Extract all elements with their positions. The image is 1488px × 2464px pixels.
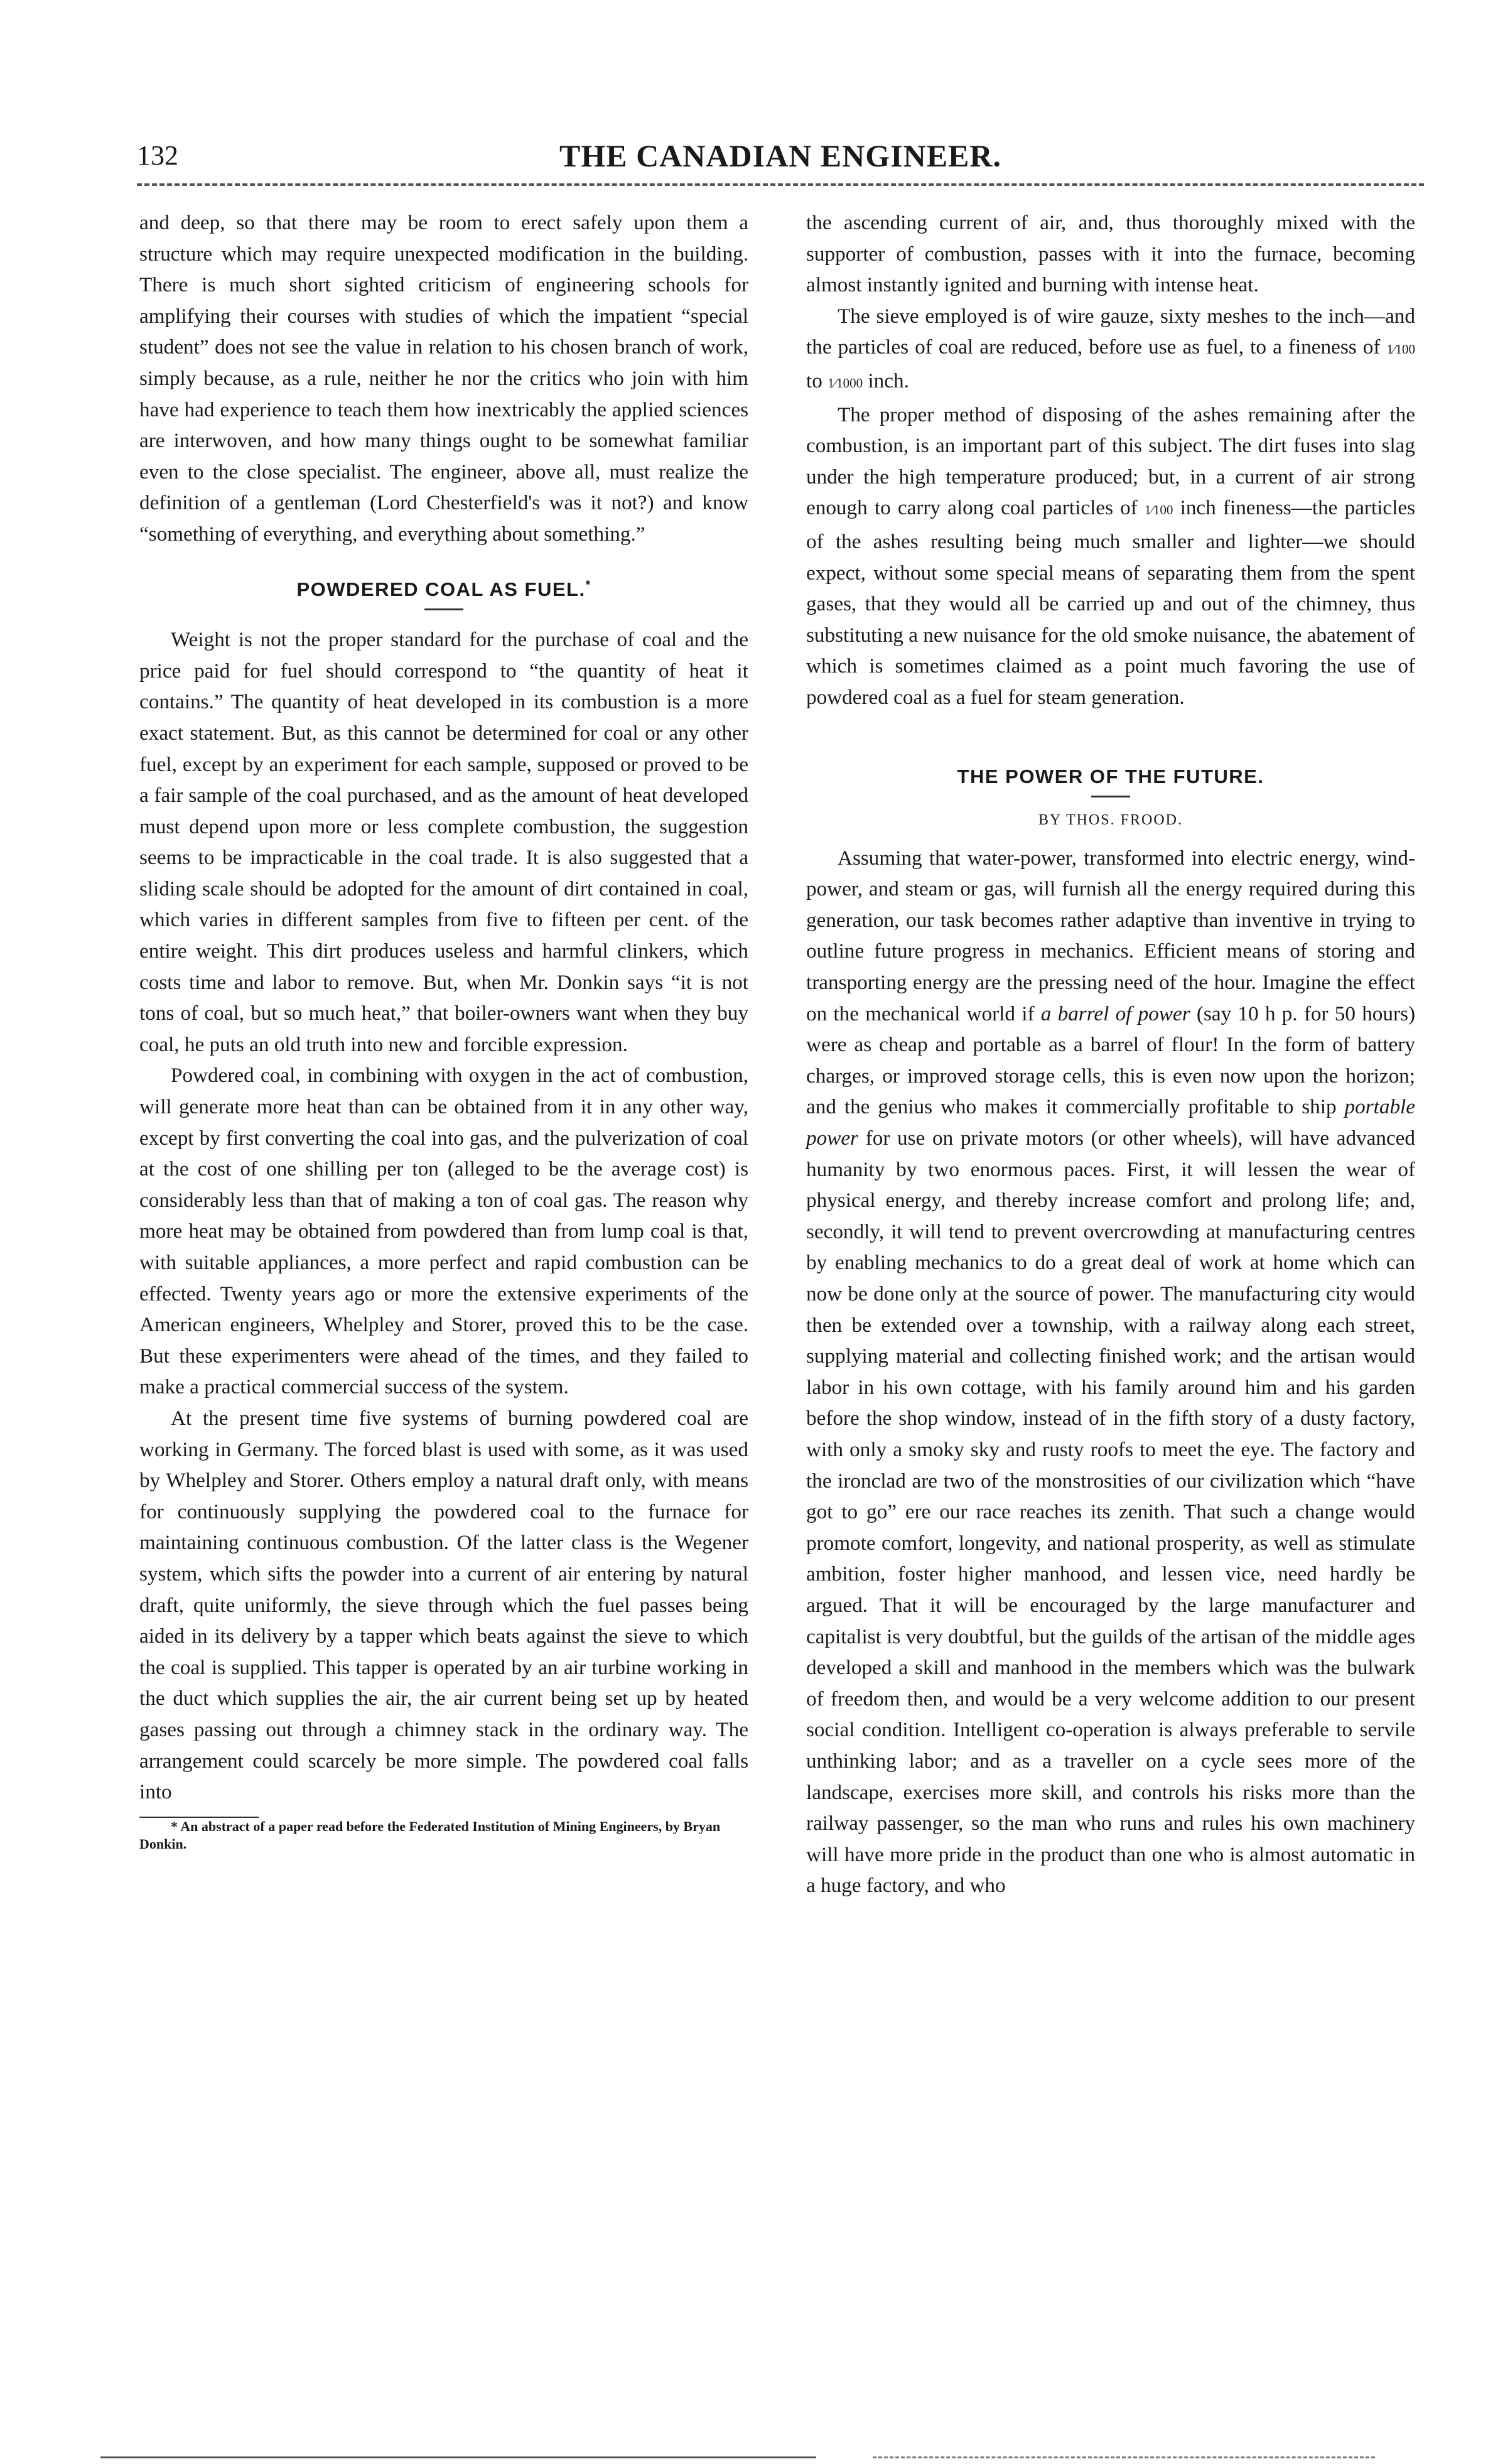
page-header (137, 137, 1424, 181)
text-run: inch. (868, 369, 909, 392)
footnote-marker: * (585, 578, 591, 592)
running-title: THE CANADIAN ENGINEER. (559, 138, 1002, 173)
paragraph-sieve (806, 301, 1415, 399)
paragraph-ashes (806, 399, 1415, 713)
paragraph-continued: the ascending current of air, and, thus thoroughly mixed with the supporter of combustion, passes with it into the furnace, becoming almost instantly ignited and burning with intense heat. (806, 211, 1415, 297)
bottom-rule (100, 2456, 816, 2458)
paragraph-power (806, 843, 1415, 1901)
italic-phrase: a barrel of power (1040, 1002, 1190, 1025)
text-run: The sieve employed is of wire gauze, sixty meshes to the inch—and the particles of coal are reduced, before use as fuel, to a fineness of (806, 304, 1415, 359)
fraction: 1⁄100 (1144, 502, 1173, 518)
page-number: 132 (137, 140, 178, 171)
left-column (139, 207, 748, 1853)
text-run: inch fineness—the particles of the ashes resulting being much smaller and lighter—we should expect, without some special means of separating them from the spent gases, that they would all be carried up and out of the chimney, thus substituting a new nuisance for the old smoke nuisance, the abatement of which is sometimes claimed as a point much favoring the use of powdered coal as a fuel for steam generation. (806, 496, 1415, 709)
text-run: for use on private motors (or other wheels), will have advanced humanity by two enormous paces. First, it will lessen the wear of physical energy, and thereby increase comfort and prolong life; and, secondly, it will tend to prevent overcrowding at manufacturing centres by enabling mechanics to do a great deal of work at home which can now be done only at the source of power. The manufacturing city would then be extended over a township, with a railway along each street, supplying material and collecting finished work; and the artisan would labor in his own cottage, with his family around him and his garden before the shop window, instead of in the fifth story of a dusty factory, with only a smoky sky and rusty roofs to meet the eye. The factory and the ironclad are two of the monstrosities of our civilization which “have got to go” ere our race reaches its zenith. That such a change would promote comfort, longevity, and national prosperity, as well as stimulate ambition, foster higher manhood, and lessen vice, need hardly be argued. That it will be encouraged by the large manufacturer and capitalist is very doubtful, but the guilds of the artisan of the middle ages developed a skill and manhood in the members which was the bulwark of freedom then, and would be a very welcome addition to our present social condition. Intelligent co-operation is always preferable to servile unthinking labor; and as a traveller on a cycle sees more of the landscape, exercises more skill, and controls his risks more than the railway passenger, so the man who runs and rules his own machinery will have more pride in the product than one who is almost automatic in a huge factory, and who (806, 1127, 1416, 1898)
footnote: * An abstract of a paper read before the Federated Institution of Mining Engineers, by Bryan Donkin. (139, 1818, 721, 1852)
section-title-powdered-coal (139, 574, 748, 605)
section-title-text: POWDERED COAL AS FUEL. (296, 578, 586, 600)
paragraph: At the present time five systems of burning powdered coal are working in Germany. The forced blast is used with some, as it was used by Whelpley and Storer. Others employ a natural draft only, with means for continuously supplying the powdered coal to the furnace for maintaining continuous combustion. Of the latter class is the Wegener system, which sifts the powder into a current of air entering by natural draft, quite uniformly, the sieve through which the fuel passes being aided in its delivery by a tapper which beats against the sieve to which the coal is supplied. This tapper is operated by an air turbine working in the duct which supplies the air, the air current being set up by heated gases passing out through a chimney stack in the ordinary way. The arrangement could scarcely be more simple. The powdered coal falls into (139, 1406, 748, 1804)
text-run: The proper method of disposing of the ashes remaining after the combustion, is an important part of this subject. The dirt fuses into slag under the high temperature produced; but, in a current of air strong enough to carry along coal particles of (806, 403, 1415, 520)
header-rule (137, 183, 1424, 186)
fraction: 1⁄1000 (828, 375, 863, 391)
paragraph: Weight is not the proper standard for the purchase of coal and the price paid for fuel should correspond to “the quantity of heat it contains.” The quantity of heat developed in its combustion is a more exact statement. But, as this cannot be determined for coal or any other fuel, except by an experiment for each sample, supposed or proved to be a fair sample of the coal purchased, and as the amount of heat developed must depend upon more or less complete combustion, the suggestion seems to be impracticable in the coal trade. It is also suggested that a sliding scale should be adopted for the amount of dirt contained in coal, which varies in different samples from five to fifteen per cent. of the entire weight. This dirt produces useless and harmful clinkers, which costs time and labor to remove. But, when Mr. Donkin says “it is not tons of coal, but so much heat,” that boiler-owners want when they buy coal, he puts an old truth into new and forcible expression. (139, 628, 748, 1056)
paragraph-continued: and deep, so that there may be room to erect safely upon them a structure which may require unexpected modification in the building. There is much short sighted criticism of engineering schools for amplifying their courses with studies of which the impatient “special student” does not see the value in relation to his chosen branch of work, simply because, as a rule, neither he nor the critics who join with him have had experience to teach them how inextricably the applied sciences are interwoven, and how many things ought to be somewhat familiar even to the close specialist. The engineer, above all, must realize the definition of a gentleman (Lord Chesterfield's was it not?) and know “something of everything, and everything about something.” (139, 211, 748, 546)
text-run: Assuming that water-power, transformed into electric energy, wind-power, and steam or gas, will furnish all the energy required during this generation, our task becomes rather adaptive than inventive in trying to outline future progress in mechanics. Efficient means of storing and transporting energy are the pressing need of the hour. Imagine the effect on the mechanical world if (806, 846, 1415, 1025)
bottom-rule-dashed (873, 2456, 1375, 2458)
paragraph: Powdered coal, in combining with oxygen in the act of combustion, will generate more heat than can be obtained from it in any other way, except by first converting the coal into gas, and the pulverization of coal at the cost of one shilling per ton (alleged to be the average cost) is considerably less than that of making a ton of coal gas. The reason why more heat may be obtained from powdered than from lump coal is that, with suitable appliances, a more perfect and rapid combustion can be effected. Twenty years ago or more the extensive experiments of the American engineers, Whelpley and Storer, proved this to be the case. But these experimenters were ahead of the times, and they failed to make a practical commercial success of the system. (139, 1064, 748, 1399)
text-run: (say 10 h p. for 50 hours) were as cheap and portable as a barrel of flour! In the form of battery charges, or improved storage cells, this is even now upon the horizon; and the genius who makes it commercially profitable to ship (806, 1002, 1415, 1119)
section-rule (1091, 796, 1130, 797)
right-column (806, 207, 1415, 1901)
text-run: to (806, 369, 822, 392)
fraction: 1⁄100 (1386, 342, 1415, 357)
section-title-power-future: THE POWER OF THE FUTURE. (957, 765, 1264, 787)
italic-phrase: portable power (806, 1095, 1415, 1150)
byline: BY THOS. FROOD. (1038, 812, 1183, 829)
